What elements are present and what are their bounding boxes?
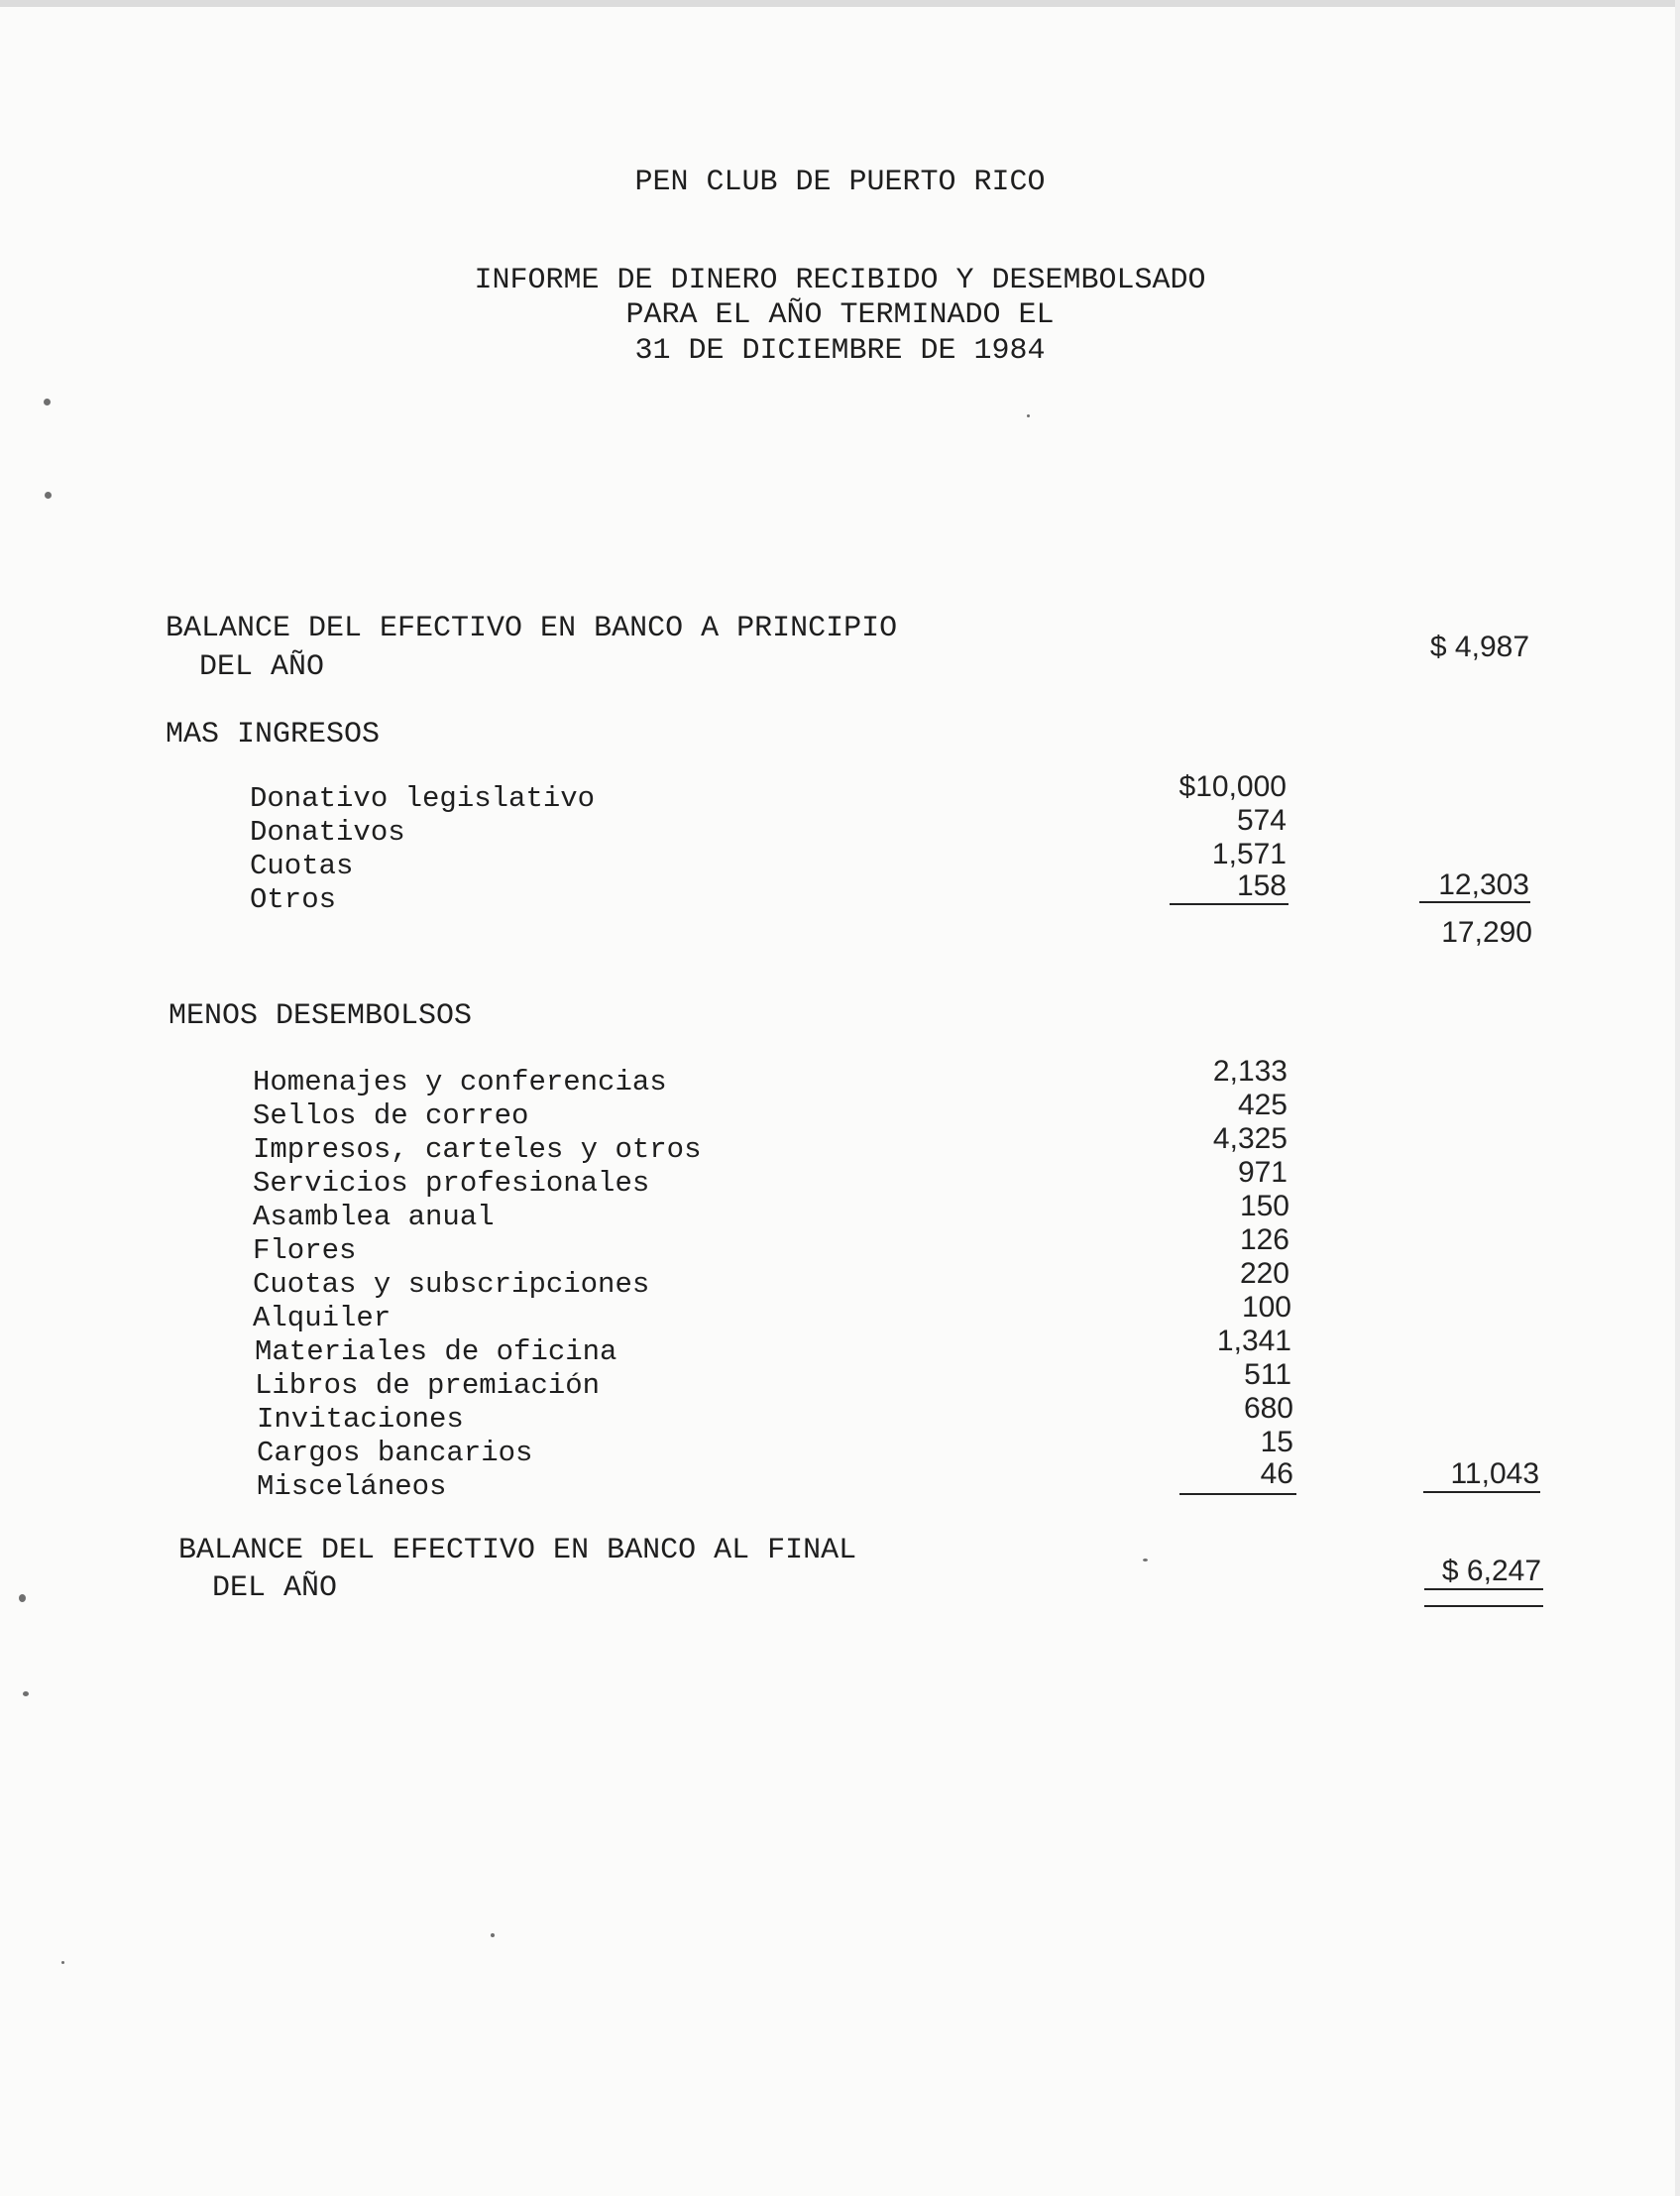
binder-mark [23,1691,29,1696]
expense-item-amount: 680 [1243,1392,1293,1425]
closing-double-rule-bottom [1424,1605,1543,1607]
binder-mark [44,399,51,405]
scan-edge-top [0,0,1680,7]
expense-item-amount: 425 [1237,1089,1288,1121]
expense-item-amount: 2,133 [1212,1055,1288,1088]
expenses-total-rule [1423,1491,1540,1493]
scan-speck [1027,414,1030,417]
expense-item-amount: 511 [1244,1358,1291,1391]
expense-item-amount: 4,325 [1212,1122,1288,1155]
expense-item-label: Flores [253,1234,357,1267]
expense-item-amount: 126 [1239,1223,1289,1256]
income-total-rule [1419,901,1530,903]
income-item-amount: 574 [1236,804,1287,837]
expense-item-amount: 100 [1241,1291,1291,1324]
income-item-amount: 1,571 [1211,838,1287,870]
expense-item-amount: 15 [1260,1426,1293,1458]
expense-item-label: Materiales de oficina [255,1335,617,1368]
expense-item-label: Asamblea anual [253,1201,495,1233]
expense-item-label: Libros de premiación [255,1369,601,1402]
expense-item-amount: 220 [1239,1257,1289,1290]
expenses-heading: MENOS DESEMBOLSOS [168,999,473,1033]
expense-item-label: Invitaciones [257,1403,464,1436]
income-running-total: 17,290 [1441,916,1532,949]
income-item-label: Donativos [250,816,405,849]
expense-item-amount: 46 [1260,1457,1293,1490]
income-subtotal-rule [1170,903,1288,905]
income-item-amount: 158 [1236,869,1287,902]
expense-item-label: Alquiler [253,1302,392,1334]
expense-item-amount: 1,341 [1216,1325,1291,1357]
organization-name: PEN CLUB DE PUERTO RICO [634,166,1046,199]
closing-double-rule-top [1424,1588,1543,1590]
expense-item-label: Misceláneos [257,1470,447,1503]
expenses-subtotal-rule [1179,1493,1296,1495]
binder-mark [19,1594,26,1602]
expense-item-label: Sellos de correo [253,1099,529,1132]
closing-balance-label-cont: DEL AÑO [212,1571,338,1605]
opening-balance-amount: $ 4,987 [1429,631,1529,663]
binder-mark [45,492,52,499]
expense-item-amount: 150 [1239,1190,1289,1222]
income-item-label: Donativo legislativo [250,782,596,815]
scan-speck [491,1933,495,1937]
closing-balance-label: BALANCE DEL EFECTIVO EN BANCO AL FINAL [178,1534,857,1567]
income-item-label: Otros [250,883,337,916]
income-item-amount: $10,000 [1178,770,1287,803]
expense-item-amount: 971 [1237,1156,1288,1189]
scan-speck [61,1961,64,1964]
opening-balance-label-cont: DEL AÑO [199,650,325,684]
report-title-line-1: INFORME DE DINERO RECIBIDO Y DESEMBOLSADO [474,264,1206,297]
expense-item-label: Impresos, carteles y otros [253,1133,702,1166]
scan-speck [1143,1559,1148,1561]
expenses-total-amount: 11,043 [1450,1457,1539,1490]
expense-item-label: Servicios profesionales [253,1167,650,1200]
expense-item-label: Homenajes y conferencias [253,1066,667,1098]
expense-item-label: Cargos bancarios [257,1437,533,1469]
report-title-line-2: PARA EL AÑO TERMINADO EL [625,298,1055,332]
income-heading: MAS INGRESOS [166,718,381,751]
expense-item-label: Cuotas y subscripciones [253,1268,650,1301]
opening-balance-label: BALANCE DEL EFECTIVO EN BANCO A PRINCIPIO [166,612,898,645]
report-title-line-3: 31 DE DICIEMBRE DE 1984 [634,334,1046,368]
closing-balance-amount: $ 6,247 [1441,1555,1541,1587]
income-total-amount: 12,303 [1438,868,1529,901]
income-item-label: Cuotas [250,850,354,882]
